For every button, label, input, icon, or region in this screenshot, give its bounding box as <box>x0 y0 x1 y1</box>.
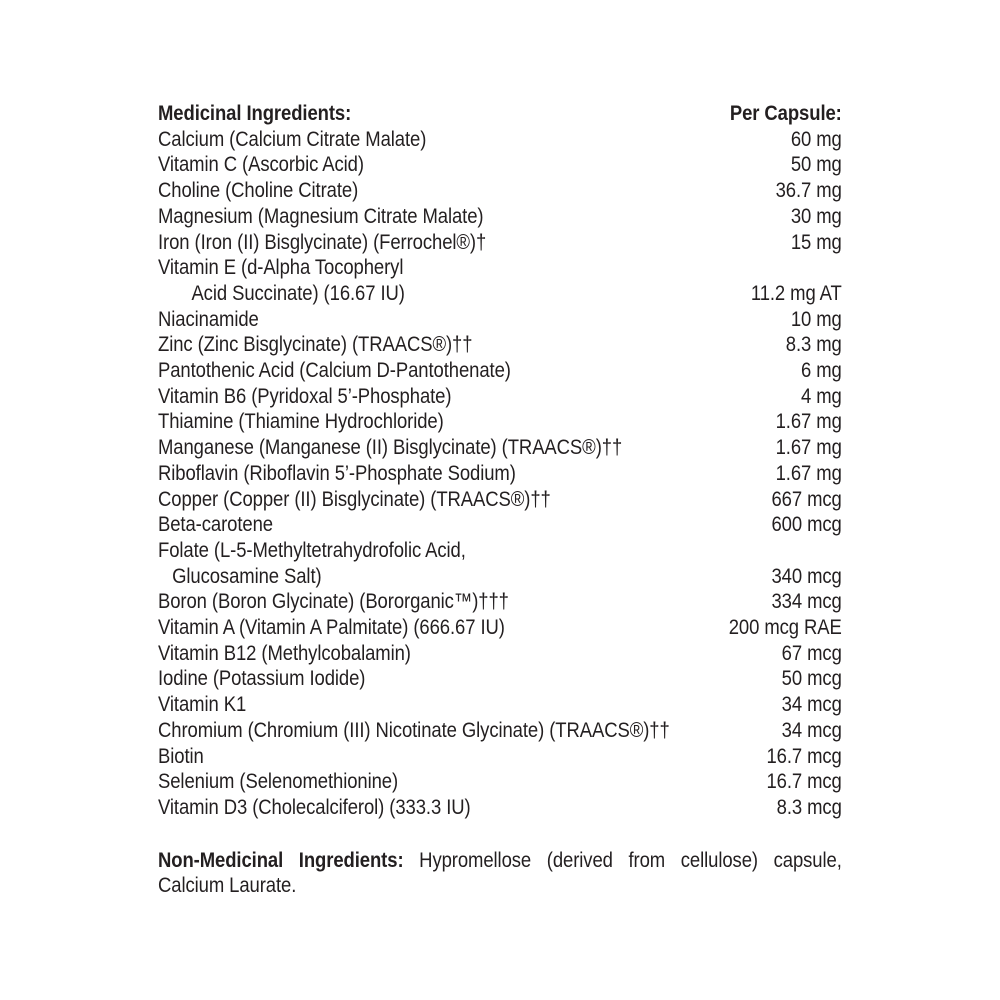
per-capsule-heading: Per Capsule: <box>729 102 842 125</box>
non-medicinal-heading: Non-Medicinal Ingredients: <box>158 848 404 872</box>
ingredient-amount: 200 mcg RAE <box>728 616 842 640</box>
ingredient-row <box>158 769 842 795</box>
ingredient-row <box>158 384 842 410</box>
ingredient-row <box>158 152 842 178</box>
ingredients-table <box>158 127 842 821</box>
ingredient-name: Boron (Boron Glycinate) (Bororganic™)††† <box>158 590 509 614</box>
ingredient-row <box>158 641 842 667</box>
medicinal-ingredients-heading: Medicinal Ingredients: <box>158 102 352 125</box>
ingredient-amount: 34 mcg <box>781 718 842 742</box>
ingredient-amount: 334 mcg <box>771 590 842 614</box>
non-medicinal-text: Hypromellose (derived from cellulose) capsule, <box>419 848 842 872</box>
ingredient-amount: 6 mg <box>801 359 842 383</box>
ingredient-row <box>158 435 842 461</box>
ingredient-name: Vitamin D3 (Cholecalciferol) (333.3 IU) <box>158 795 471 819</box>
ingredient-row <box>158 692 842 718</box>
ingredient-name: Choline (Choline Citrate) <box>158 179 359 203</box>
ingredient-name: Calcium (Calcium Citrate Malate) <box>158 127 427 151</box>
ingredient-name: Thiamine (Thiamine Hydrochloride) <box>158 410 444 434</box>
ingredient-amount: 1.67 mg <box>775 461 842 485</box>
ingredient-name: Vitamin B6 (Pyridoxal 5’-Phosphate) <box>158 384 452 408</box>
ingredient-name: Manganese (Manganese (II) Bisglycinate) (TRAACS®)†† <box>158 436 623 460</box>
ingredient-row <box>158 564 842 590</box>
ingredient-name: Chromium (Chromium (III) Nicotinate Glycinate) (TRAACS®)†† <box>158 718 670 742</box>
ingredient-row <box>158 204 842 230</box>
ingredient-row <box>158 127 842 153</box>
ingredient-name: Niacinamide <box>158 307 259 331</box>
ingredient-name: Biotin <box>158 744 204 768</box>
ingredient-row <box>158 718 842 744</box>
ingredient-row <box>158 332 842 358</box>
ingredient-row <box>158 230 842 256</box>
ingredient-row <box>158 589 842 615</box>
ingredient-name: Copper (Copper (II) Bisglycinate) (TRAACS®)†† <box>158 487 551 511</box>
ingredient-name: Iron (Iron (II) Bisglycinate) (Ferrochel®)† <box>158 230 487 254</box>
ingredient-row <box>158 178 842 204</box>
label-content <box>158 101 842 899</box>
ingredient-amount: 16.7 mcg <box>766 744 842 768</box>
ingredient-row <box>158 307 842 333</box>
ingredient-amount: 34 mcg <box>781 693 842 717</box>
ingredient-amount: 8.3 mg <box>785 333 842 357</box>
ingredient-name: Iodine (Potassium Iodide) <box>158 667 366 691</box>
ingredient-name: Vitamin C (Ascorbic Acid) <box>158 153 364 177</box>
ingredient-name: Folate (L-5-Methyltetrahydrofolic Acid, <box>158 538 466 562</box>
ingredient-name: Vitamin K1 <box>158 693 247 717</box>
non-medicinal-line1 <box>158 848 842 874</box>
ingredient-amount: 30 mg <box>790 204 842 228</box>
ingredient-amount: 1.67 mg <box>775 410 842 434</box>
ingredient-amount: 340 mcg <box>771 564 842 588</box>
ingredient-row <box>158 512 842 538</box>
non-medicinal-line2: Calcium Laurate. <box>158 874 297 898</box>
ingredient-name: Vitamin E (d-Alpha Tocopheryl <box>158 256 404 280</box>
ingredient-row <box>158 487 842 513</box>
ingredient-amount: 36.7 mg <box>775 179 842 203</box>
ingredient-row <box>158 795 842 821</box>
ingredient-amount: 8.3 mcg <box>776 795 842 819</box>
ingredient-name: Acid Succinate) (16.67 IU) <box>191 281 405 305</box>
ingredient-row <box>158 615 842 641</box>
ingredient-name: Vitamin A (Vitamin A Palmitate) (666.67 IU) <box>158 616 505 640</box>
ingredient-amount: 50 mg <box>790 153 842 177</box>
ingredient-row <box>158 358 842 384</box>
ingredient-amount: 11.2 mg AT <box>750 281 842 305</box>
ingredient-amount: 15 mg <box>790 230 842 254</box>
ingredient-name: Glucosamine Salt) <box>172 564 322 588</box>
ingredient-name: Zinc (Zinc Bisglycinate) (TRAACS®)†† <box>158 333 473 357</box>
ingredient-amount: 10 mg <box>790 307 842 331</box>
non-medicinal-section <box>158 848 842 899</box>
ingredient-amount: 1.67 mg <box>775 436 842 460</box>
ingredient-amount: 50 mcg <box>781 667 842 691</box>
ingredient-name: Vitamin B12 (Methylcobalamin) <box>158 641 411 665</box>
ingredient-amount: 4 mg <box>801 384 842 408</box>
ingredient-row <box>158 538 842 564</box>
ingredient-row <box>158 409 842 435</box>
ingredient-amount: 16.7 mcg <box>766 770 842 794</box>
ingredient-amount: 67 mcg <box>781 641 842 665</box>
ingredient-amount: 667 mcg <box>771 487 842 511</box>
ingredient-name: Selenium (Selenomethionine) <box>158 770 399 794</box>
ingredient-row <box>158 461 842 487</box>
ingredient-name: Pantothenic Acid (Calcium D-Pantothenate) <box>158 359 511 383</box>
ingredient-row <box>158 255 842 281</box>
ingredient-name: Beta-carotene <box>158 513 273 537</box>
ingredient-name: Magnesium (Magnesium Citrate Malate) <box>158 204 484 228</box>
table-header <box>158 101 842 127</box>
ingredient-amount: 600 mcg <box>771 513 842 537</box>
ingredient-row <box>158 666 842 692</box>
ingredient-name: Riboflavin (Riboflavin 5’-Phosphate Sodium) <box>158 461 516 485</box>
ingredient-row <box>158 281 842 307</box>
ingredient-amount: 60 mg <box>790 127 842 151</box>
ingredient-row <box>158 744 842 770</box>
